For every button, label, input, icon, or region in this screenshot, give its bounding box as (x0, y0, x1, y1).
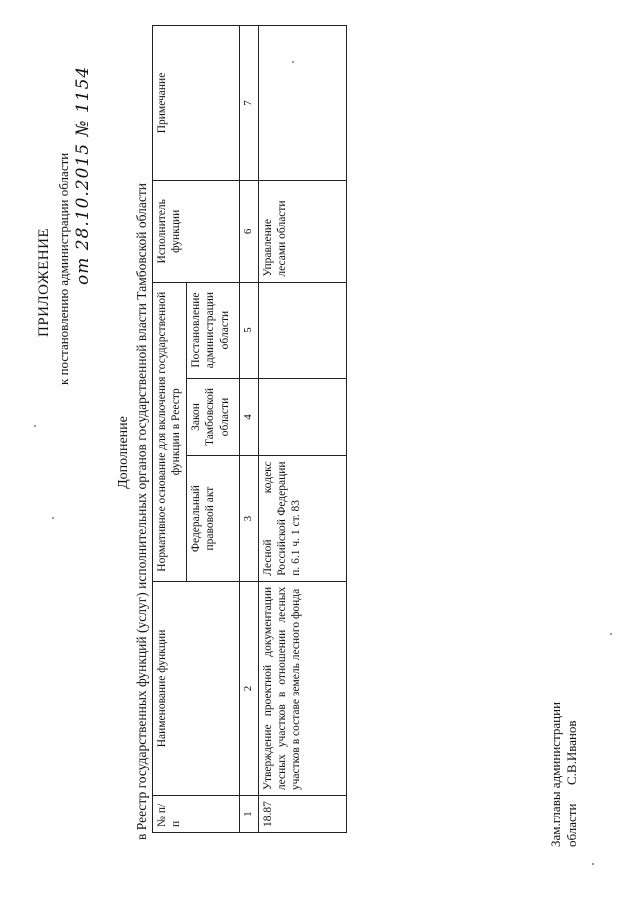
header-name: Наименование функции (153, 581, 240, 795)
row-executor: Управление лесами области (258, 180, 346, 282)
appendix-decree: к постановлению администрации области (56, 152, 71, 385)
appendix-title: ПРИЛОЖЕНИЕ (36, 227, 52, 337)
table-row (258, 26, 346, 833)
column-number: 4 (239, 378, 258, 456)
scan-speck (292, 61, 294, 63)
column-number: 7 (239, 26, 258, 181)
header-regional-decree: Постановление администрации области (186, 282, 239, 378)
row-regional-decree (258, 282, 346, 378)
appendix-date-handwritten: от 28.10.2015 № 1154 (73, 65, 93, 285)
row-note (258, 26, 346, 181)
scan-speck (610, 633, 612, 635)
header-note: Примечание (153, 26, 240, 181)
header-legal-basis: Нормативное основание для включения государственной функции в Реестр (153, 282, 187, 581)
header-federal-act: Федеральный правовой акт (186, 456, 239, 581)
functions-table (152, 25, 347, 833)
header-number: № п/п (153, 796, 240, 833)
row-regional-law (258, 378, 346, 456)
signature-role-line2: области (564, 803, 579, 847)
signature-role: Зам.главы администрации (548, 701, 563, 847)
column-number: 2 (239, 581, 258, 795)
scan-speck (52, 517, 54, 519)
column-number: 3 (239, 456, 258, 581)
header-executor: Исполнитель функции (153, 180, 240, 282)
column-number: 1 (239, 796, 258, 833)
table-header-row (153, 26, 187, 833)
row-federal-act: Лесной кодекс Российской Федерации п. 6.1 ч. 1 ст. 83 (258, 456, 346, 581)
column-number-row (239, 26, 258, 833)
document-subtitle: в Реестр государственных функций (услуг) исполнительных органов государственной власти Тамбовской области (134, 182, 149, 840)
row-number: 18.87 (258, 796, 346, 833)
column-number: 6 (239, 180, 258, 282)
column-number: 5 (239, 282, 258, 378)
scan-speck (34, 425, 36, 427)
signature-name: С.В.Иванов (564, 720, 579, 785)
header-regional-law: Закон Тамбовской области (186, 378, 239, 456)
row-function-name: Утверждение проектной документации лесных участков в отношении лесных участков в составе земель лесного фонда (258, 581, 346, 795)
document-title: Дополнение (116, 416, 131, 489)
scan-speck (592, 863, 594, 865)
